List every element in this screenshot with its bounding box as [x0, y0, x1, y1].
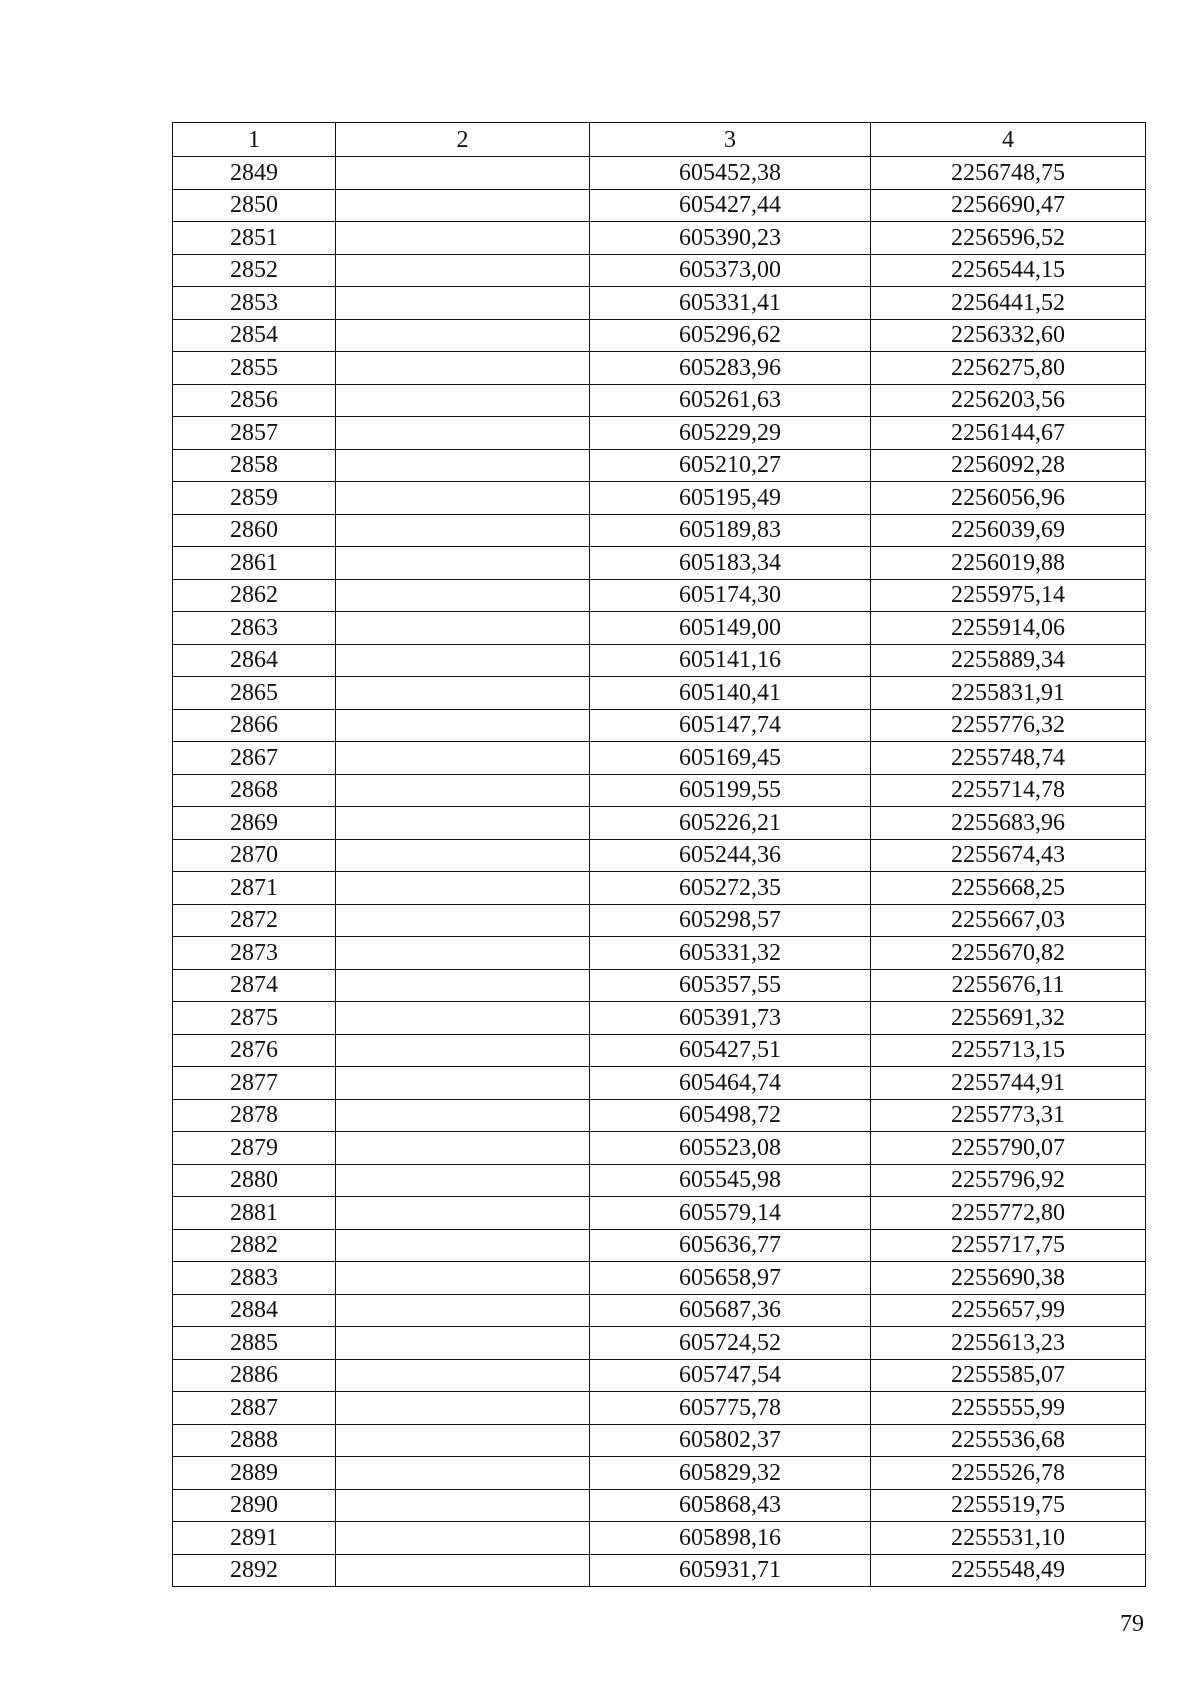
empty-cell [336, 839, 590, 872]
table-row [173, 514, 1146, 547]
empty-cell [336, 352, 590, 385]
point-number-cell: 2853 [173, 287, 336, 320]
point-number-cell: 2867 [173, 742, 336, 775]
coordinate-x-cell: 605636,77 [590, 1229, 871, 1262]
coordinate-x-cell: 605174,30 [590, 579, 871, 612]
point-number-cell: 2869 [173, 807, 336, 840]
coordinate-x-cell: 605149,00 [590, 612, 871, 645]
point-number-cell: 2885 [173, 1327, 336, 1360]
empty-cell [336, 1294, 590, 1327]
coordinate-y-cell: 2255668,25 [871, 872, 1146, 905]
coordinate-x-cell: 605141,16 [590, 644, 871, 677]
table-row [173, 1034, 1146, 1067]
coordinate-y-cell: 2256092,28 [871, 449, 1146, 482]
coordinate-x-cell: 605261,63 [590, 384, 871, 417]
table-row [173, 872, 1146, 905]
coordinate-x-cell: 605373,00 [590, 254, 871, 287]
coordinate-y-cell: 2255889,34 [871, 644, 1146, 677]
empty-cell [336, 189, 590, 222]
coordinate-y-cell: 2255796,92 [871, 1164, 1146, 1197]
coordinate-x-cell: 605452,38 [590, 157, 871, 190]
coordinate-y-cell: 2255657,99 [871, 1294, 1146, 1327]
coordinate-y-cell: 2255744,91 [871, 1067, 1146, 1100]
table-row [173, 1522, 1146, 1555]
coordinate-x-cell: 605147,74 [590, 709, 871, 742]
empty-cell [336, 1067, 590, 1100]
coordinate-y-cell: 2256039,69 [871, 514, 1146, 547]
table-row [173, 1099, 1146, 1132]
point-number-cell: 2864 [173, 644, 336, 677]
table-row [173, 1392, 1146, 1425]
page-number: 79 [1120, 1611, 1144, 1637]
coordinate-y-cell: 2255613,23 [871, 1327, 1146, 1360]
coordinate-x-cell: 605229,29 [590, 417, 871, 450]
point-number-cell: 2871 [173, 872, 336, 905]
table-row [173, 287, 1146, 320]
point-number-cell: 2852 [173, 254, 336, 287]
point-number-cell: 2884 [173, 1294, 336, 1327]
coordinate-x-cell: 605931,71 [590, 1554, 871, 1587]
table-row [173, 417, 1146, 450]
point-number-cell: 2879 [173, 1132, 336, 1165]
coordinate-x-cell: 605898,16 [590, 1522, 871, 1555]
coordinate-x-cell: 605545,98 [590, 1164, 871, 1197]
table-row [173, 677, 1146, 710]
point-number-cell: 2874 [173, 969, 336, 1002]
coordinate-y-cell: 2255667,03 [871, 904, 1146, 937]
point-number-cell: 2861 [173, 547, 336, 580]
coordinate-y-cell: 2255531,10 [871, 1522, 1146, 1555]
point-number-cell: 2849 [173, 157, 336, 190]
table-row [173, 774, 1146, 807]
coordinate-y-cell: 2255831,91 [871, 677, 1146, 710]
coordinate-y-cell: 2255691,32 [871, 1002, 1146, 1035]
coordinate-x-cell: 605283,96 [590, 352, 871, 385]
point-number-cell: 2851 [173, 222, 336, 255]
empty-cell [336, 157, 590, 190]
table-row [173, 1554, 1146, 1587]
coordinate-y-cell: 2256056,96 [871, 482, 1146, 515]
point-number-cell: 2872 [173, 904, 336, 937]
coordinate-x-cell: 605829,32 [590, 1457, 871, 1490]
table-row [173, 969, 1146, 1002]
empty-cell [336, 774, 590, 807]
coordinate-x-cell: 605724,52 [590, 1327, 871, 1360]
point-number-cell: 2870 [173, 839, 336, 872]
table-row [173, 1424, 1146, 1457]
point-number-cell: 2892 [173, 1554, 336, 1587]
point-number-cell: 2877 [173, 1067, 336, 1100]
coordinate-x-cell: 605169,45 [590, 742, 871, 775]
empty-cell [336, 1229, 590, 1262]
empty-cell [336, 1002, 590, 1035]
coordinate-x-cell: 605226,21 [590, 807, 871, 840]
point-number-cell: 2868 [173, 774, 336, 807]
coordinate-y-cell: 2255914,06 [871, 612, 1146, 645]
coordinate-x-cell: 605658,97 [590, 1262, 871, 1295]
coordinate-x-cell: 605391,73 [590, 1002, 871, 1035]
coordinate-y-cell: 2256690,47 [871, 189, 1146, 222]
point-number-cell: 2850 [173, 189, 336, 222]
coordinate-y-cell: 2255748,74 [871, 742, 1146, 775]
point-number-cell: 2890 [173, 1489, 336, 1522]
coordinate-x-cell: 605331,41 [590, 287, 871, 320]
table-row [173, 1294, 1146, 1327]
empty-cell [336, 969, 590, 1002]
coordinate-x-cell: 605427,44 [590, 189, 871, 222]
coordinate-y-cell: 2255690,38 [871, 1262, 1146, 1295]
table-row [173, 482, 1146, 515]
column-header-3: 3 [590, 123, 871, 157]
coordinate-x-cell: 605189,83 [590, 514, 871, 547]
coordinate-y-cell: 2255536,68 [871, 1424, 1146, 1457]
point-number-cell: 2873 [173, 937, 336, 970]
point-number-cell: 2858 [173, 449, 336, 482]
coordinate-y-cell: 2256441,52 [871, 287, 1146, 320]
table-row [173, 1067, 1146, 1100]
table-row [173, 384, 1146, 417]
coordinate-x-cell: 605464,74 [590, 1067, 871, 1100]
coordinate-y-cell: 2255772,80 [871, 1197, 1146, 1230]
coordinate-x-cell: 605523,08 [590, 1132, 871, 1165]
table-row [173, 352, 1146, 385]
point-number-cell: 2881 [173, 1197, 336, 1230]
table-row [173, 1197, 1146, 1230]
column-header-4: 4 [871, 123, 1146, 157]
point-number-cell: 2860 [173, 514, 336, 547]
empty-cell [336, 709, 590, 742]
table-row [173, 157, 1146, 190]
empty-cell [336, 1197, 590, 1230]
point-number-cell: 2857 [173, 417, 336, 450]
coordinate-x-cell: 605296,62 [590, 319, 871, 352]
coordinate-x-cell: 605195,49 [590, 482, 871, 515]
empty-cell [336, 1132, 590, 1165]
coordinate-y-cell: 2255790,07 [871, 1132, 1146, 1165]
table-row [173, 1262, 1146, 1295]
table-row [173, 579, 1146, 612]
empty-cell [336, 872, 590, 905]
empty-cell [336, 417, 590, 450]
coordinate-y-cell: 2255776,32 [871, 709, 1146, 742]
table-row [173, 1489, 1146, 1522]
empty-cell [336, 482, 590, 515]
coordinate-x-cell: 605775,78 [590, 1392, 871, 1425]
point-number-cell: 2863 [173, 612, 336, 645]
table-row [173, 1002, 1146, 1035]
coordinate-y-cell: 2255548,49 [871, 1554, 1146, 1587]
table-row [173, 612, 1146, 645]
empty-cell [336, 612, 590, 645]
empty-cell [336, 1522, 590, 1555]
coordinate-x-cell: 605244,36 [590, 839, 871, 872]
point-number-cell: 2866 [173, 709, 336, 742]
empty-cell [336, 449, 590, 482]
table-row [173, 222, 1146, 255]
table-row [173, 189, 1146, 222]
table-row [173, 254, 1146, 287]
coordinate-x-cell: 605272,35 [590, 872, 871, 905]
table-row [173, 1132, 1146, 1165]
coordinate-x-cell: 605802,37 [590, 1424, 871, 1457]
coordinate-y-cell: 2255714,78 [871, 774, 1146, 807]
coordinate-y-cell: 2256332,60 [871, 319, 1146, 352]
coordinate-x-cell: 605331,32 [590, 937, 871, 970]
coordinate-y-cell: 2256144,67 [871, 417, 1146, 450]
empty-cell [336, 1262, 590, 1295]
table-row [173, 1457, 1146, 1490]
coordinate-x-cell: 605210,27 [590, 449, 871, 482]
coordinate-x-cell: 605868,43 [590, 1489, 871, 1522]
point-number-cell: 2855 [173, 352, 336, 385]
coordinate-y-cell: 2256019,88 [871, 547, 1146, 580]
coordinate-y-cell: 2256596,52 [871, 222, 1146, 255]
coordinate-y-cell: 2255670,82 [871, 937, 1146, 970]
point-number-cell: 2859 [173, 482, 336, 515]
coordinate-y-cell: 2255683,96 [871, 807, 1146, 840]
coordinates-table [172, 122, 1146, 1587]
coordinate-y-cell: 2255717,75 [871, 1229, 1146, 1262]
point-number-cell: 2883 [173, 1262, 336, 1295]
point-number-cell: 2888 [173, 1424, 336, 1457]
empty-cell [336, 1489, 590, 1522]
coordinate-x-cell: 605140,41 [590, 677, 871, 710]
point-number-cell: 2882 [173, 1229, 336, 1262]
table-body [173, 157, 1146, 1587]
point-number-cell: 2886 [173, 1359, 336, 1392]
coordinate-x-cell: 605298,57 [590, 904, 871, 937]
coordinate-y-cell: 2255676,11 [871, 969, 1146, 1002]
coordinate-x-cell: 605357,55 [590, 969, 871, 1002]
point-number-cell: 2887 [173, 1392, 336, 1425]
empty-cell [336, 579, 590, 612]
table-row [173, 1164, 1146, 1197]
coordinate-y-cell: 2256203,56 [871, 384, 1146, 417]
coordinate-x-cell: 605427,51 [590, 1034, 871, 1067]
empty-cell [336, 807, 590, 840]
point-number-cell: 2865 [173, 677, 336, 710]
coordinate-y-cell: 2255519,75 [871, 1489, 1146, 1522]
empty-cell [336, 937, 590, 970]
empty-cell [336, 547, 590, 580]
coordinate-y-cell: 2255975,14 [871, 579, 1146, 612]
coordinate-y-cell: 2255713,15 [871, 1034, 1146, 1067]
empty-cell [336, 319, 590, 352]
empty-cell [336, 1034, 590, 1067]
point-number-cell: 2878 [173, 1099, 336, 1132]
coordinate-y-cell: 2255555,99 [871, 1392, 1146, 1425]
empty-cell [336, 514, 590, 547]
empty-cell [336, 1392, 590, 1425]
table-row [173, 1327, 1146, 1360]
table-row [173, 742, 1146, 775]
table-row [173, 1359, 1146, 1392]
empty-cell [336, 1424, 590, 1457]
point-number-cell: 2856 [173, 384, 336, 417]
table-row [173, 1229, 1146, 1262]
coordinate-y-cell: 2256748,75 [871, 157, 1146, 190]
table-row [173, 644, 1146, 677]
coordinate-y-cell: 2255585,07 [871, 1359, 1146, 1392]
table-row [173, 807, 1146, 840]
coordinate-x-cell: 605199,55 [590, 774, 871, 807]
empty-cell [336, 384, 590, 417]
coordinate-y-cell: 2255674,43 [871, 839, 1146, 872]
empty-cell [336, 1457, 590, 1490]
point-number-cell: 2854 [173, 319, 336, 352]
point-number-cell: 2880 [173, 1164, 336, 1197]
empty-cell [336, 644, 590, 677]
empty-cell [336, 677, 590, 710]
coordinate-x-cell: 605747,54 [590, 1359, 871, 1392]
coordinate-x-cell: 605390,23 [590, 222, 871, 255]
coordinate-x-cell: 605498,72 [590, 1099, 871, 1132]
table-header-row [173, 123, 1146, 157]
empty-cell [336, 254, 590, 287]
empty-cell [336, 904, 590, 937]
empty-cell [336, 222, 590, 255]
coordinate-x-cell: 605687,36 [590, 1294, 871, 1327]
table-row [173, 449, 1146, 482]
coordinate-y-cell: 2256275,80 [871, 352, 1146, 385]
point-number-cell: 2862 [173, 579, 336, 612]
empty-cell [336, 1099, 590, 1132]
table-row [173, 937, 1146, 970]
column-header-1: 1 [173, 123, 336, 157]
table-row [173, 547, 1146, 580]
empty-cell [336, 1359, 590, 1392]
table-row [173, 839, 1146, 872]
table-row [173, 709, 1146, 742]
table-row [173, 904, 1146, 937]
empty-cell [336, 742, 590, 775]
empty-cell [336, 287, 590, 320]
coordinate-x-cell: 605183,34 [590, 547, 871, 580]
coordinate-y-cell: 2255526,78 [871, 1457, 1146, 1490]
empty-cell [336, 1554, 590, 1587]
empty-cell [336, 1164, 590, 1197]
empty-cell [336, 1327, 590, 1360]
point-number-cell: 2876 [173, 1034, 336, 1067]
point-number-cell: 2891 [173, 1522, 336, 1555]
table-row [173, 319, 1146, 352]
coordinate-y-cell: 2255773,31 [871, 1099, 1146, 1132]
coordinate-y-cell: 2256544,15 [871, 254, 1146, 287]
point-number-cell: 2889 [173, 1457, 336, 1490]
column-header-2: 2 [336, 123, 590, 157]
point-number-cell: 2875 [173, 1002, 336, 1035]
coordinate-x-cell: 605579,14 [590, 1197, 871, 1230]
